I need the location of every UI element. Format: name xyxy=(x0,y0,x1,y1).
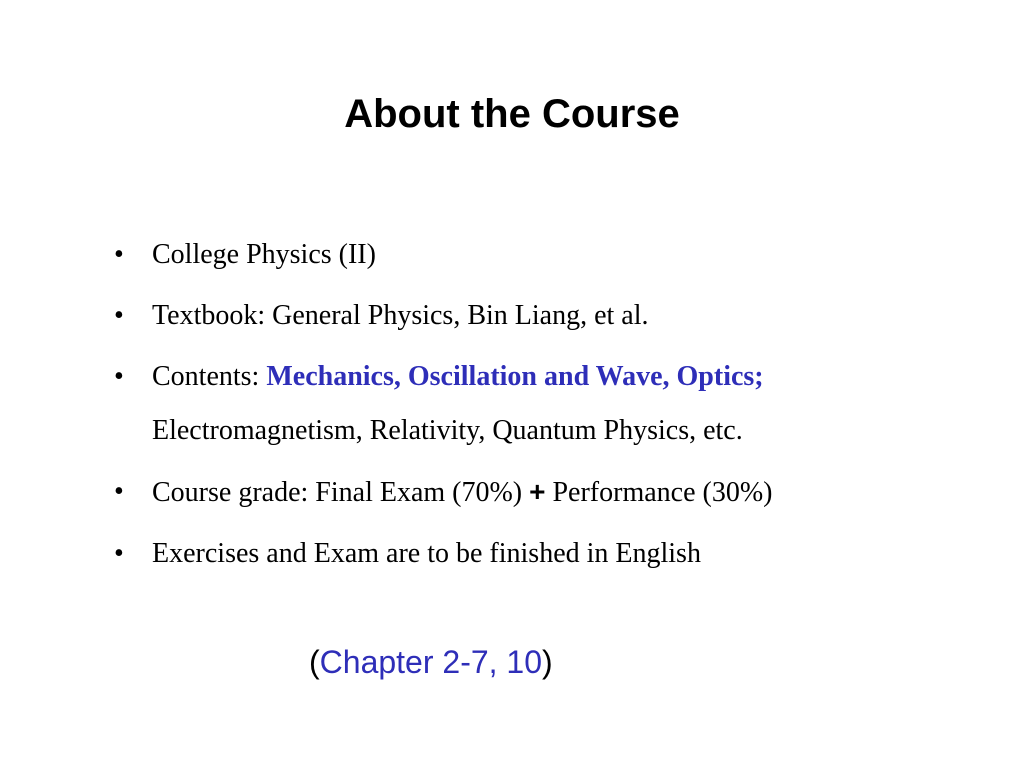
chapter-open-paren: ( xyxy=(309,644,320,680)
slide-title: About the Course xyxy=(344,92,680,136)
list-item-contents xyxy=(114,350,994,458)
bullet-icon: • xyxy=(114,538,124,569)
grade-exam-text: Course grade: Final Exam (70%) xyxy=(152,477,530,508)
list-item-grade xyxy=(114,465,994,520)
chapter-close-paren: ) xyxy=(542,644,553,680)
list-item-course-name xyxy=(114,228,994,282)
bullet-list xyxy=(114,228,994,588)
plus-icon: + xyxy=(529,476,546,507)
contents-highlight: Mechanics, Oscillation and Wave, Optics; xyxy=(266,361,764,392)
textbook-text: Textbook: General Physics, Bin Liang, et al. xyxy=(152,300,649,331)
course-name-text: College Physics (II) xyxy=(152,239,376,270)
bullet-icon: • xyxy=(114,361,124,392)
bullet-icon: • xyxy=(114,476,124,507)
chapter-range: Chapter 2-7, 10 xyxy=(319,644,543,680)
grade-performance-text: Performance (30%) xyxy=(545,477,773,508)
bullet-icon: • xyxy=(114,239,124,270)
bullet-icon: • xyxy=(114,300,124,331)
contents-continuation: Electromagnetism, Relativity, Quantum Physics, etc. xyxy=(152,415,743,446)
list-item-textbook xyxy=(114,289,994,343)
list-item-language xyxy=(114,527,994,581)
contents-label: Contents: xyxy=(152,361,267,392)
language-text: Exercises and Exam are to be finished in English xyxy=(152,538,701,569)
chapter-note xyxy=(309,640,553,684)
